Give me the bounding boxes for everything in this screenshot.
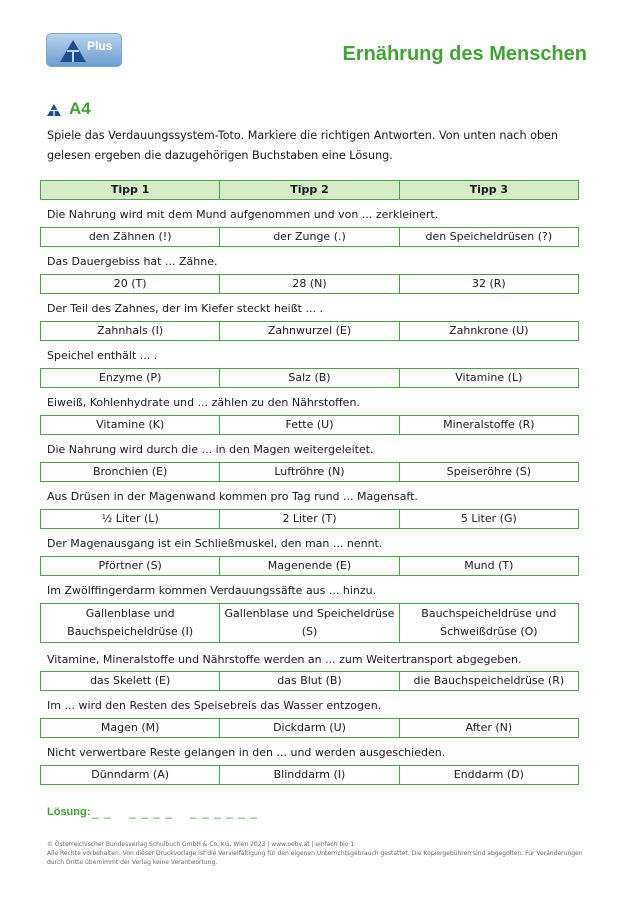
answer-row — [40, 274, 579, 294]
task-instructions: Spiele das Verdauungssystem-Toto. Markiere die richtigen Antworten. Von unten nach oben gelesen ergeben die dazugehörigen Buchstaben eine Lösung. — [47, 129, 559, 162]
answer-option[interactable]: Gallenblase und Speicheldrüse (S) — [220, 604, 399, 643]
question-text: Das Dauergebiss hat ... Zähne. — [47, 255, 218, 268]
answer-option[interactable]: Speiseröhre (S) — [399, 463, 578, 482]
logo-text: Plus — [87, 39, 113, 53]
difficulty-triangle-icon — [47, 104, 61, 116]
question-text: Im ... wird den Resten des Speisebreis das Wasser entzogen. — [47, 699, 382, 712]
answer-option[interactable]: 20 (T) — [41, 275, 220, 294]
answer-option[interactable]: 32 (R) — [399, 275, 578, 294]
plus-logo — [46, 33, 122, 67]
answer-option[interactable]: der Zunge (.) — [220, 228, 399, 247]
answer-row — [40, 671, 579, 691]
answer-option[interactable]: Luftröhre (N) — [220, 463, 399, 482]
answer-row — [40, 509, 579, 529]
footer-copyright: © Österreichischer Bundesverlag Schulbuch GmbH & Co. KG, Wien 2023 | www.oebv.at | einfach bio 1 — [47, 841, 355, 848]
question-text: Speichel enthält ... . — [47, 349, 158, 362]
answer-option[interactable]: Magen (M) — [41, 719, 220, 738]
answer-option[interactable]: Enddarm (D) — [399, 766, 578, 785]
column-header-tipp-2: Tipp 2 — [220, 181, 399, 200]
answer-option[interactable]: After (N) — [399, 719, 578, 738]
answer-option[interactable]: Enzyme (P) — [41, 369, 220, 388]
answer-option[interactable]: Fette (U) — [220, 416, 399, 435]
answer-row — [40, 556, 579, 576]
answer-option[interactable]: Mineralstoffe (R) — [399, 416, 578, 435]
answer-option[interactable]: Zahnwurzel (E) — [220, 322, 399, 341]
answer-option[interactable]: 28 (N) — [220, 275, 399, 294]
answer-option[interactable]: den Speicheldrüsen (?) — [399, 228, 578, 247]
answer-option[interactable]: die Bauchspeicheldrüse (R) — [399, 672, 578, 691]
answer-option[interactable]: Bronchien (E) — [41, 463, 220, 482]
answer-row — [40, 227, 579, 247]
question-text: Die Nahrung wird durch die ... in den Magen weitergeleitet. — [47, 443, 374, 456]
answer-option[interactable]: das Skelett (E) — [41, 672, 220, 691]
answer-option[interactable]: Vitamine (K) — [41, 416, 220, 435]
triangle-logo-icon — [59, 39, 87, 63]
question-text: Im Zwölffingerdarm kommen Verdauungssäfte aus ... hinzu. — [47, 584, 377, 597]
question-text: Nicht verwertbare Reste gelangen in den ... und werden ausgeschieden. — [47, 746, 446, 759]
question-text: Der Teil des Zahnes, der im Kiefer steckt heißt ... . — [47, 302, 323, 315]
column-header-tipp-3: Tipp 3 — [399, 181, 578, 200]
answer-option[interactable]: Dickdarm (U) — [220, 719, 399, 738]
answer-option[interactable]: Bauchspeicheldrüse und Schweißdrüse (O) — [399, 604, 578, 643]
answer-row — [40, 321, 579, 341]
question-text: Aus Drüsen in der Magenwand kommen pro Tag rund ... Magensaft. — [47, 490, 418, 503]
answer-option[interactable]: Blinddarm (I) — [220, 766, 399, 785]
answer-row — [40, 462, 579, 482]
question-text: Der Magenausgang ist ein Schließmuskel, den man ... nennt. — [47, 537, 383, 550]
answer-option[interactable]: Gallenblase und Bauchspeicheldrüse (I) — [41, 604, 220, 643]
answer-option[interactable]: Pförtner (S) — [41, 557, 220, 576]
answer-option[interactable]: Dünndarm (A) — [41, 766, 220, 785]
answer-option[interactable]: Mund (T) — [399, 557, 578, 576]
answer-option[interactable]: ½ Liter (L) — [41, 510, 220, 529]
column-header-table — [40, 180, 579, 200]
answer-row — [40, 415, 579, 435]
answer-row — [40, 603, 579, 643]
page-title: Ernährung des Menschen — [342, 43, 587, 65]
answer-option[interactable]: Zahnhals (I) — [41, 322, 220, 341]
answer-option[interactable]: 2 Liter (T) — [220, 510, 399, 529]
question-text: Die Nahrung wird mit dem Mund aufgenommen und von ... zerkleinert. — [47, 208, 439, 221]
answer-option[interactable]: das Blut (B) — [220, 672, 399, 691]
answer-option[interactable]: Magenende (E) — [220, 557, 399, 576]
question-text: Eiweiß, Kohlenhydrate und ... zählen zu den Nährstoffen. — [47, 396, 360, 409]
answer-option[interactable]: Vitamine (L) — [399, 369, 578, 388]
question-text: Vitamine, Mineralstoffe und Nährstoffe werden an ... zum Weitertransport abgegeben. — [47, 653, 522, 666]
answer-row — [40, 765, 579, 785]
answer-row — [40, 718, 579, 738]
column-header-tipp-1: Tipp 1 — [41, 181, 220, 200]
task-label: A4 — [69, 99, 91, 118]
answer-option[interactable]: Zahnkrone (U) — [399, 322, 578, 341]
footer-rights: Alle Rechte vorbehalten. Von dieser Druckvorlage ist die Vervielfältigung für den eigenen Unterrichtsgebrauch gestattet. Die Kopiergebühren sind abgegolten. Für Veränderungen durch Dritte übernimmt der Verlag keine Verantwortung. — [47, 850, 583, 866]
answer-option[interactable]: Salz (B) — [220, 369, 399, 388]
answer-option[interactable]: den Zähnen (!) — [41, 228, 220, 247]
footer — [47, 840, 587, 867]
solution-label: Lösung: — [47, 806, 91, 818]
answer-row — [40, 368, 579, 388]
answer-option[interactable]: 5 Liter (G) — [399, 510, 578, 529]
solution-blanks[interactable]: _ _ _ _ _ _ _ _ _ _ _ _ — [92, 805, 258, 819]
